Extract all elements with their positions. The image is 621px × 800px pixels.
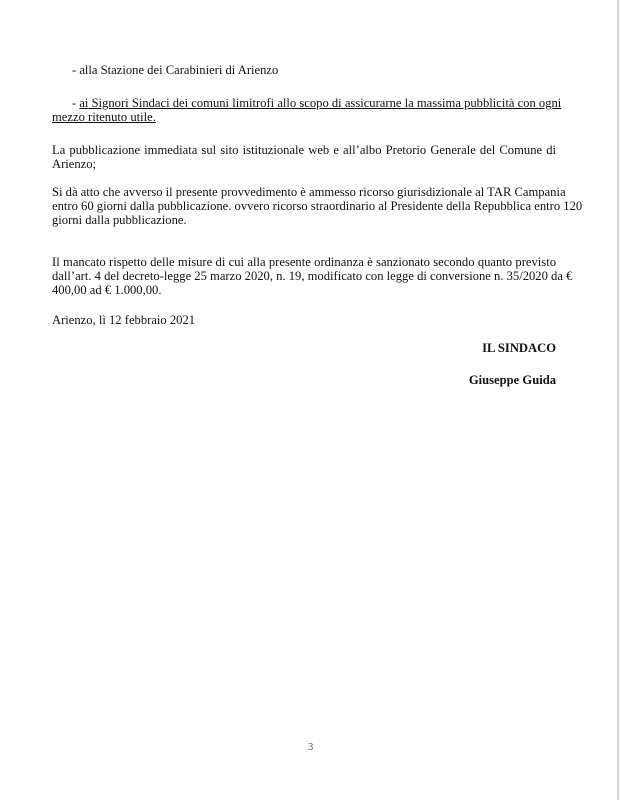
recipient-sindaci: - ai Signori Sindaci dei comuni limitrofi allo scopo di assicurarne la massima pubblicità con ogni mezzo ritenuto utile. bbox=[52, 96, 562, 124]
signature-name: Giuseppe Guida bbox=[468, 373, 556, 387]
signature-title: IL SINDACO bbox=[482, 341, 556, 355]
appeal-paragraph: Si dà atto che avverso il presente provvedimento è ammesso ricorso giurisdizionale al TAR Campania entro 60 giorni dalla pubblicazione. ovvero ricorso straordinario al Presidente della Repubblica entro 120 giorni dalla pubblicazione. bbox=[52, 185, 583, 227]
page-number: 3 bbox=[307, 742, 314, 753]
publication-paragraph: La pubblicazione immediata sul sito istituzionale web e all’albo Pretorio Generale del Comune di Arienzo; bbox=[52, 143, 556, 171]
place-date: Arienzo, lì 12 febbraio 2021 bbox=[52, 313, 196, 327]
page-edge bbox=[617, 0, 619, 800]
sanction-paragraph: Il mancato rispetto delle misure di cui alla presente ordinanza è sanzionato secondo quanto previsto dall’art. 4 del decreto-legge 25 marzo 2020, n. 19, modificato con legge di conversione n. 35/2020 da € 400,00 ad € 1.000,00. bbox=[52, 255, 573, 297]
recipient-carabinieri: - alla Stazione dei Carabinieri di Arienzo bbox=[72, 63, 279, 77]
